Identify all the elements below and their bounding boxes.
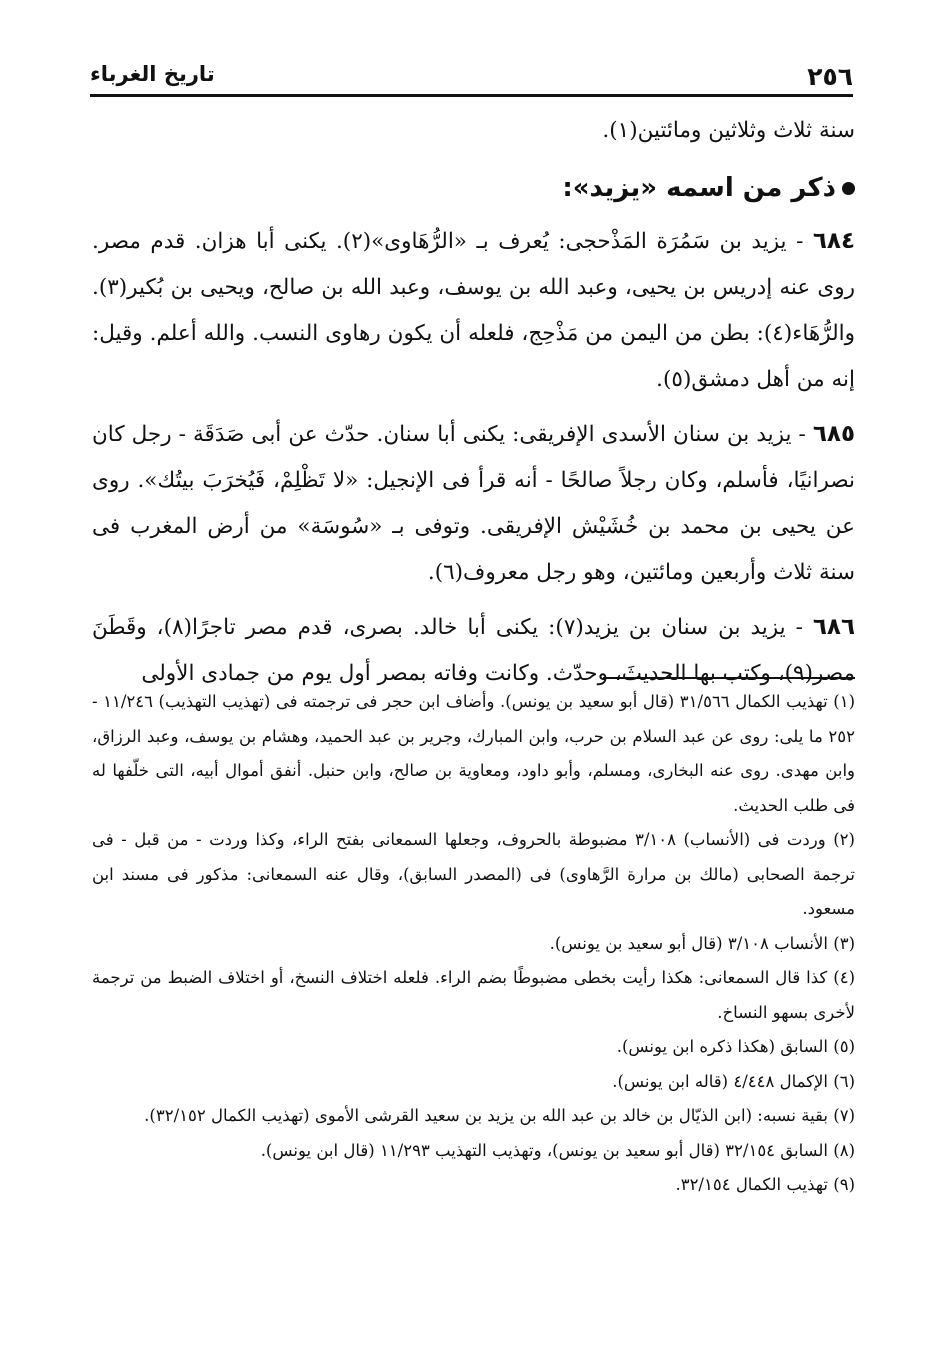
running-title: تاريخ الغرباء [90,62,215,86]
continuation-line: سنة ثلاث وثلاثين ومائتين(١). [602,118,855,143]
footnotes [92,685,855,1203]
entry-686: ٦٨٦ - يزيد بن سنان بن يزيد(٧): يكنى أبا خالد. بصرى، قدم مصر تاجرًا(٨)، وقَطَنَ مصر(٩)، وكتب بها الحديثَ، وحدّث. وكانت وفاته بمصر أول يوم من جمادى الأولى [92,614,856,686]
entry-number: ٦٨٦ [812,614,856,640]
footnote: (١) تهذيب الكمال ٣١/٥٦٦ (قال أبو سعيد بن يونس). وأضاف ابن حجر فى ترجمته فى (تهذيب التهذيب) ١١/٢٤٦ - ٢٥٢ ما يلى: روى عن عبد السلام بن حرب، وابن المبارك، وجرير بن عبد الحميد، وهشام بن يوسف، وعبد الرزاق، وابن مهدى. روى عنه البخارى، ومسلم، وأبو داود، ومعاوية بن صالح، وابن حنبل. أنفق أموال أبيه، التى خلّفها له فى طلب الحديث. [92,692,855,815]
entry-number: ٦٨٤ [812,228,856,254]
footnote: (٦) الإكمال ٤/٤٤٨ (قاله ابن يونس). [612,1071,855,1091]
page-number: ٢٥٦ [807,62,853,91]
entry-number: ٦٨٥ [812,421,856,447]
footnote: (٢) وردت فى (الأنساب) ٣/١٠٨ مضبوطة بالحروف، وجعلها السمعانى بفتح الراء، وكذا وردت - من قبل - فى ترجمة الصحابى (مالك بن مرارة الرَّهاوى) فى (المصدر السابق)، وقال عنه السمعانى: مذكور فى مسند ابن مسعود. [92,830,855,918]
footnote-divider [603,677,855,679]
entry-685: ٦٨٥ - يزيد بن سنان الأسدى الإفريقى: يكنى أبا سنان. حدّث عن أبى صَدَقَة - رجل كان نصرانيًا، فأسلم، وكان رجلاً صالحًا - أنه قرأ فى الإنجيل: «لا تَظْلِمْ، فَيُخرَبَ بيتُك». روى عن يحيى بن محمد بن خُشَيْش الإفريقى. وتوفى بـ «سُوسَة» من أرض المغرب فى سنة ثلاث وأربعين ومائتين، وهو رجل معروف(٦). [92,421,856,585]
footnote: (٣) الأنساب ٣/١٠٨ (قال أبو سعيد بن يونس). [549,933,855,953]
entry-text: يزيد بن سنان الأسدى الإفريقى: يكنى أبا سنان. حدّث عن أبى صَدَقَة - رجل كان نصرانيًا، فأسلم، وكان رجلاً صالحًا - أنه قرأ فى الإنجيل: «لا تَظْلِمْ، فَيُخرَبَ بيتُك». روى عن يحيى بن محمد بن خُشَيْش الإفريقى. وتوفى بـ «سُوسَة» من أرض المغرب فى سنة ثلاث وأربعين ومائتين، وهو رجل معروف(٦). [92,422,855,585]
footnote: (٨) السابق ٣٢/١٥٤ (قال أبو سعيد بن يونس)، وتهذيب التهذيب ١١/٢٩٣ (قال ابن يونس). [260,1140,855,1160]
footnote: (٥) السابق (هكذا ذكره ابن يونس). [616,1037,855,1056]
entry-684: ٦٨٤ - يزيد بن سَمُرَة المَذْحجى: يُعرف بـ «الرُّهَاوى»(٢). يكنى أبا هزان. قدم مصر. روى عنه إدريس بن يحيى، وعبد الله بن يوسف، وعبد الله بن صالح، ويحيى بن بُكير(٣). والرُّهَاء(٤): بطن من اليمن من مَذْحِج، فلعله أن يكون رهاوى النسب. والله أعلم. وقيل: إنه من أهل دمشق(٥). [92,228,856,392]
section-heading [92,162,855,214]
entry-text: يزيد بن سنان بن يزيد(٧): يكنى أبا خالد. بصرى، قدم مصر تاجرًا(٨)، وقَطَنَ مصر(٩)، وكتب بها الحديثَ، وحدّث. وكانت وفاته بمصر أول يوم من جمادى الأولى [92,615,855,686]
entry-text: يزيد بن سَمُرَة المَذْحجى: يُعرف بـ «الرُّهَاوى»(٢). يكنى أبا هزان. قدم مصر. روى عنه إدريس بن يحيى، وعبد الله بن يوسف، وعبد الله بن صالح، ويحيى بن بُكير(٣). والرُّهَاء(٤): بطن من اليمن من مَذْحِج، فلعله أن يكون رهاوى النسب. والله أعلم. وقيل: إنه من أهل دمشق(٥). [92,229,855,392]
footnote: (٤) كذا قال السمعانى: هكذا رأيت بخطى مضبوطًا بضم الراء. فلعله اختلاف النسخ، أو اختلاف الضبط من ترجمة لأخرى بسهو النساخ. [92,968,855,1022]
section-heading-text: ذكر من اسمه «يزيد»: [562,173,836,203]
footnote: (٩) تهذيب الكمال ٣٢/١٥٤. [675,1175,855,1194]
footnote: (٧) بقية نسبه: (ابن الذيّال بن خالد بن عبد الله بن يزيد بن سعيد القرشى الأموى (تهذيب الكمال ٣٢/١٥٢). [144,1106,855,1125]
bullet-icon [842,182,855,195]
main-text [92,108,855,705]
running-header [90,58,853,97]
